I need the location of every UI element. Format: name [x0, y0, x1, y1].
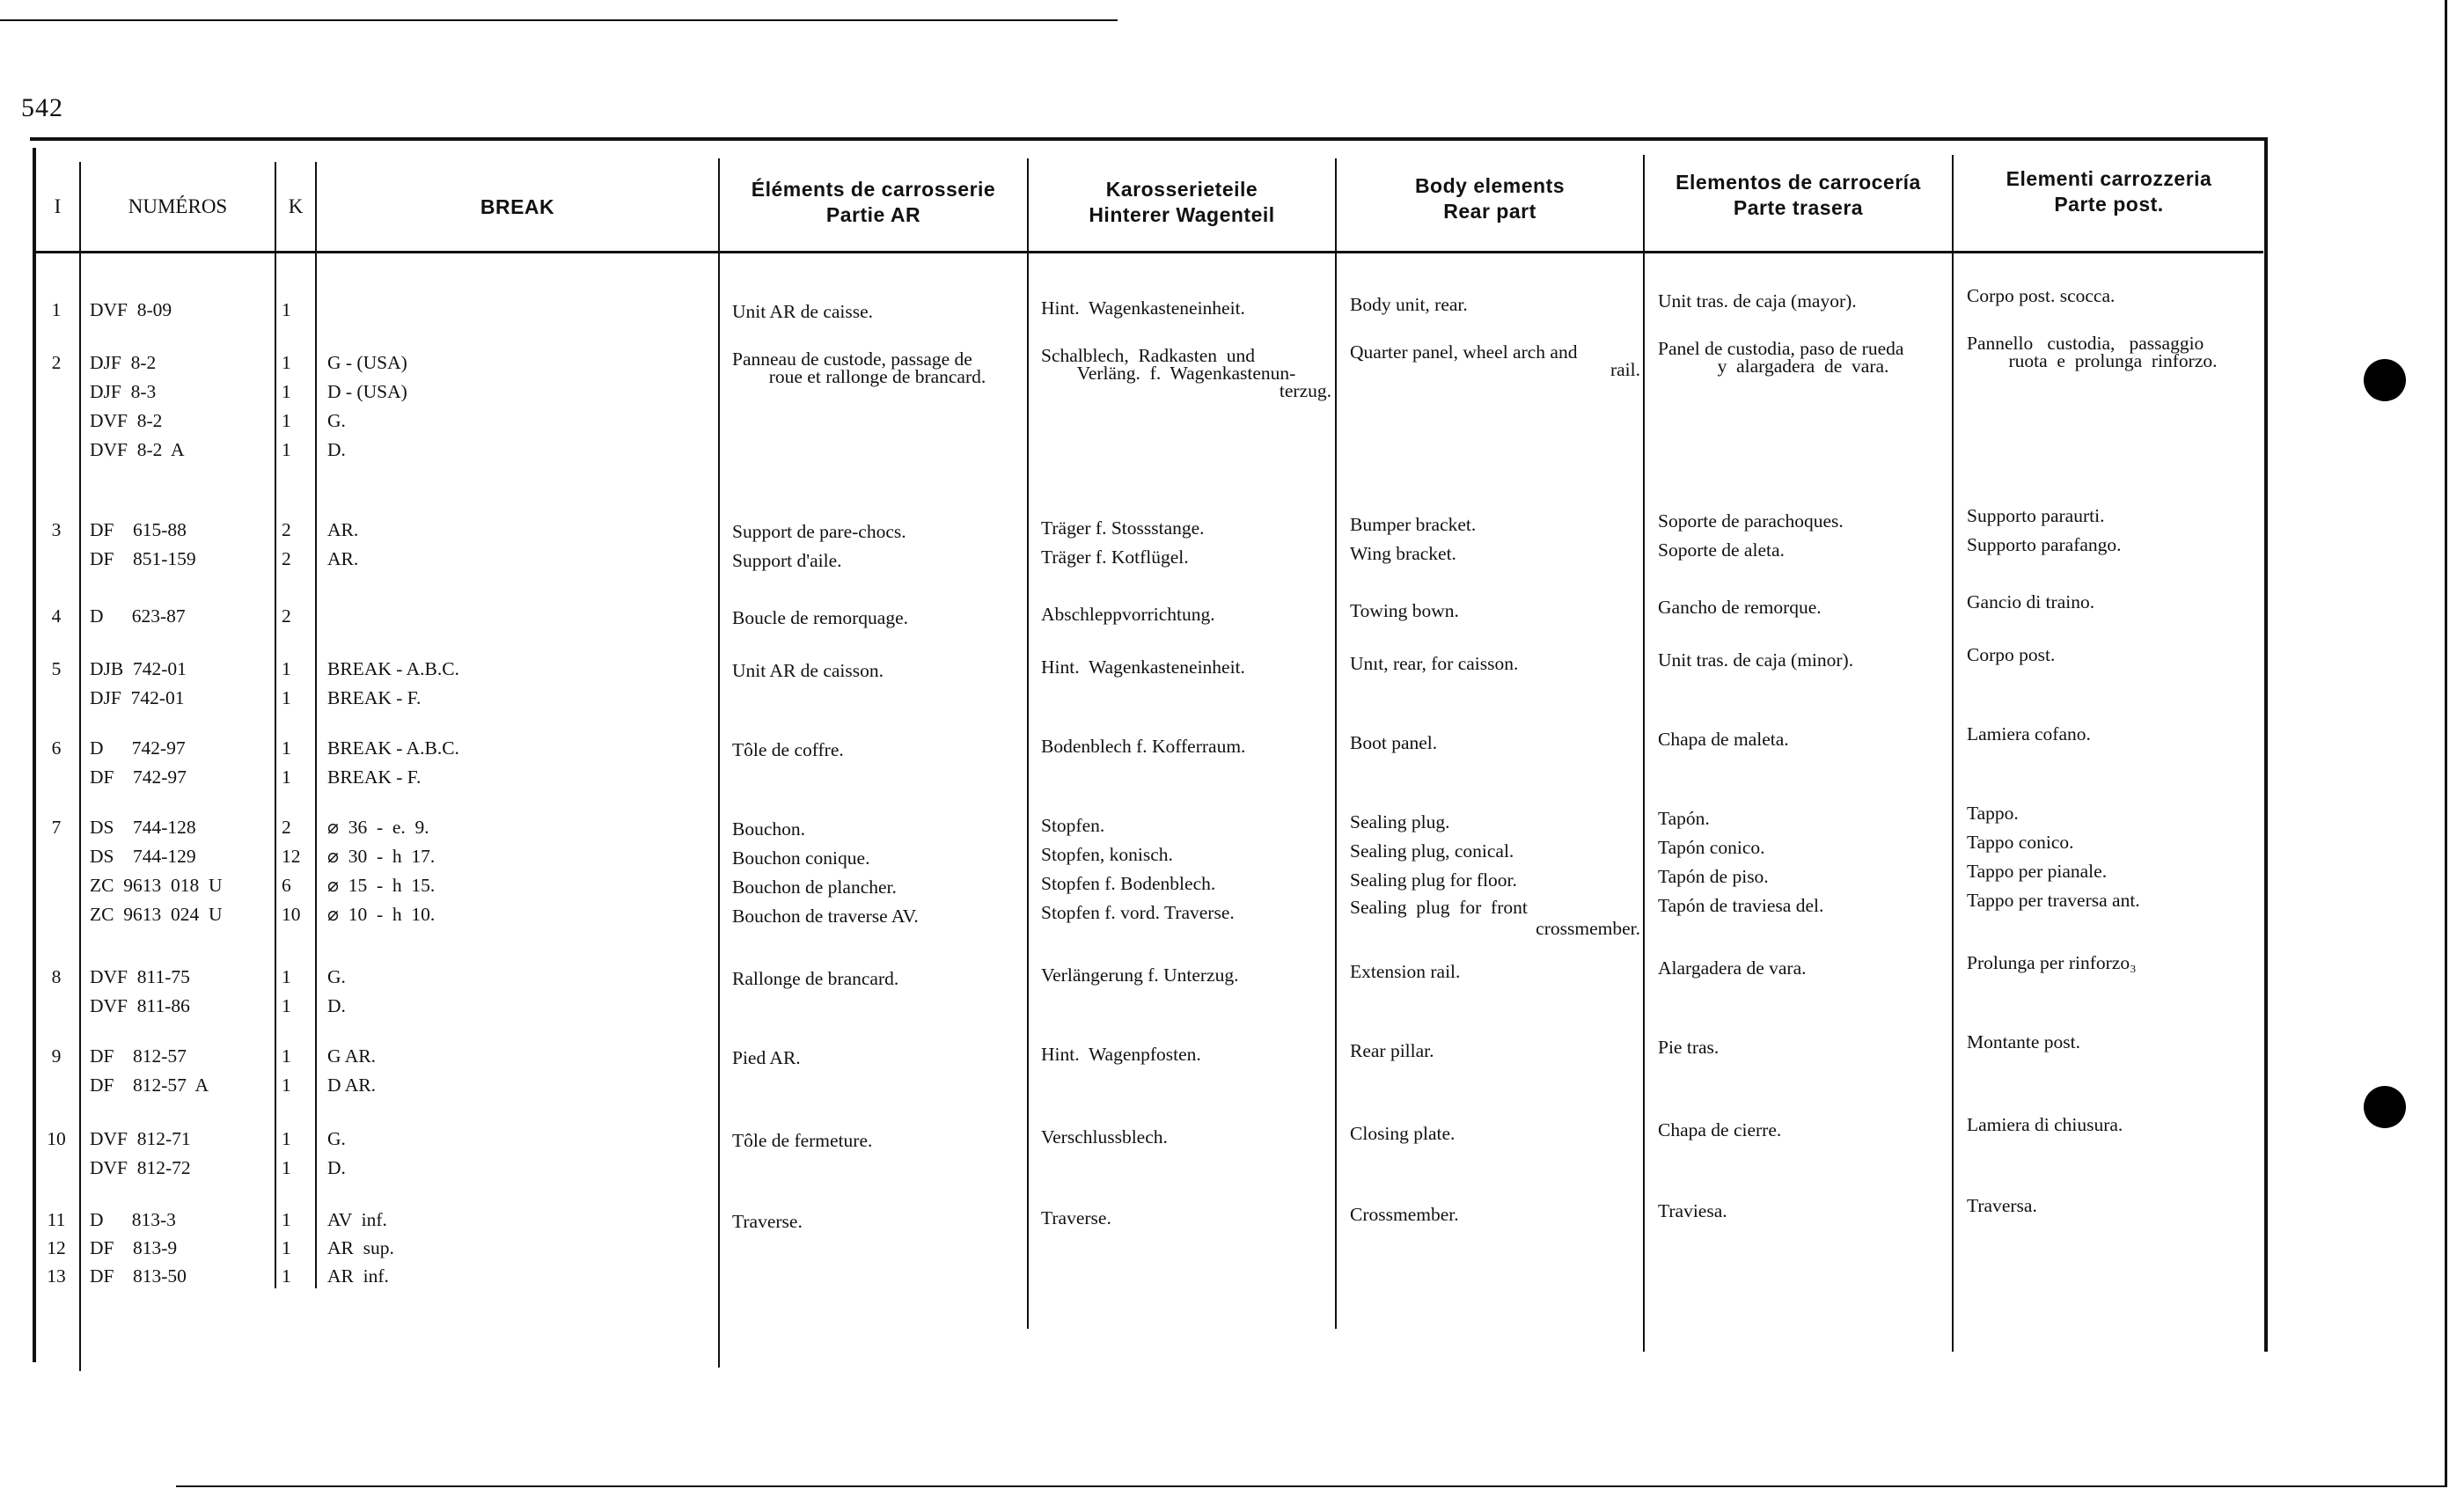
- description-line: Bouchon.: [732, 818, 806, 840]
- description-english: [1350, 957, 1640, 986]
- part-quantity: 1: [282, 1265, 291, 1287]
- break-variant: BREAK - F.: [327, 766, 422, 788]
- description-line: Sealing plug, conical.: [1350, 840, 1514, 862]
- part-number: D 813-3: [90, 1209, 176, 1230]
- description-line: Lamiera di chiusura.: [1967, 1114, 2123, 1135]
- part-number: DF 812-57: [90, 1045, 187, 1067]
- description-line: Sealing plug.: [1350, 811, 1450, 832]
- description-english: [1350, 343, 1640, 378]
- row-number: 10: [47, 1128, 66, 1149]
- description-line: Tapón de traviesa del.: [1658, 895, 1824, 916]
- break-variant: G - (USA): [327, 352, 407, 373]
- description-line: Extension rail.: [1350, 961, 1461, 982]
- row-number: 6: [51, 737, 62, 759]
- part-quantity: 2: [282, 548, 291, 569]
- description-line: Hint. Wagenpfosten.: [1041, 1044, 1201, 1065]
- part-number: DF 813-50: [90, 1265, 187, 1287]
- part-number: DVF 8-2 A: [90, 439, 185, 460]
- col-sep-8: [1952, 155, 1954, 1352]
- break-variant: D - (USA): [327, 381, 407, 402]
- description-line: Rallonge de brancard.: [732, 968, 899, 989]
- col-sep-2: [275, 162, 276, 1288]
- break-variant: G.: [327, 1128, 346, 1149]
- description-italian: [1967, 588, 2259, 617]
- break-variant: D AR.: [327, 1074, 376, 1096]
- description-german: [1041, 811, 1331, 928]
- description-french: [732, 736, 1023, 765]
- part-quantity: 1: [282, 966, 291, 987]
- part-quantity: 6: [282, 875, 291, 896]
- description-german: [1041, 1204, 1331, 1233]
- part-quantity: 1: [282, 995, 291, 1016]
- description-line: Traverse.: [1041, 1207, 1111, 1228]
- description-spanish: [1658, 646, 1948, 675]
- part-number: DS 744-129: [90, 846, 196, 867]
- description-line: Panneau de custode, passage de: [732, 348, 972, 370]
- description-spanish: [1658, 340, 1948, 375]
- part-quantity: 1: [282, 352, 291, 373]
- description-line: Träger f. Stossstange.: [1041, 517, 1205, 539]
- description-line: Rear pillar.: [1350, 1040, 1434, 1061]
- header-english-line1: Body elements: [1414, 174, 1566, 198]
- description-spanish: [1658, 1033, 1948, 1062]
- part-number: ZC 9613 024 U: [90, 904, 223, 925]
- description-line: ruota e prolunga rinforzo.: [2008, 350, 2218, 371]
- header-spanish-line2: Parte trasera: [1733, 196, 1864, 219]
- part-quantity: 1: [282, 1045, 291, 1067]
- description-german: [1041, 732, 1331, 761]
- description-line: Hint. Wagenkasteneinheit.: [1041, 656, 1245, 678]
- description-english: [1350, 290, 1640, 319]
- row-number: 1: [51, 299, 62, 320]
- description-german: [1041, 653, 1331, 682]
- description-spanish: [1658, 954, 1948, 983]
- description-line: Hint. Wagenkasteneinheit.: [1041, 297, 1245, 319]
- description-line: Bouchon conique.: [732, 847, 870, 869]
- description-line: Quarter panel, wheel arch and: [1350, 341, 1578, 363]
- break-variant: AV inf.: [327, 1209, 387, 1230]
- description-line: Closing plate.: [1350, 1123, 1456, 1144]
- description-line: Support d'aile.: [732, 550, 842, 571]
- description-line: Tappo per pianale.: [1967, 861, 2108, 882]
- part-quantity: 1: [282, 1128, 291, 1149]
- break-variant: AR sup.: [327, 1237, 394, 1258]
- row-number: 8: [51, 966, 62, 987]
- header-spanish-line1: Elementos de carrocería: [1676, 171, 1921, 194]
- break-variant: ⌀ 10 - h 10.: [327, 904, 436, 925]
- description-spanish: [1658, 725, 1948, 754]
- description-german: [1041, 961, 1331, 990]
- break-variant: BREAK - A.B.C.: [327, 658, 459, 679]
- description-spanish: [1658, 593, 1948, 622]
- header-french-line1: Éléments de carrosserie: [751, 178, 996, 202]
- part-number: D 623-87: [90, 605, 186, 627]
- description-line: Gancho de remorque.: [1658, 597, 1822, 618]
- header-col-spanish: [1645, 160, 1952, 231]
- description-french: [732, 297, 1023, 326]
- row-number: 13: [47, 1265, 66, 1287]
- part-quantity: 1: [282, 1074, 291, 1096]
- bottom-rule: [176, 1485, 2446, 1487]
- part-number: DJF 742-01: [90, 687, 185, 708]
- description-line: Panel de custodia, paso de rueda: [1658, 338, 1904, 359]
- description-english: [1350, 808, 1640, 937]
- part-number: DJF 8-2: [90, 352, 157, 373]
- description-line: Pannello custodia, passaggio: [1967, 333, 2204, 354]
- description-line: Boucle de remorquage.: [732, 607, 908, 628]
- part-number: DF 742-97: [90, 766, 187, 788]
- description-line: Unit AR de caisse.: [732, 301, 874, 322]
- description-line: Bouchon de traverse AV.: [732, 906, 919, 927]
- header-french-line2: Partie AR: [825, 203, 921, 226]
- description-french: [732, 964, 1023, 994]
- part-number: DF 615-88: [90, 519, 187, 540]
- description-italian: [1967, 334, 2259, 370]
- break-variant: ⌀ 30 - h 17.: [327, 846, 436, 867]
- description-french: [732, 656, 1023, 686]
- description-italian: [1967, 949, 2259, 978]
- part-quantity: 1: [282, 1237, 291, 1258]
- break-variant: AR inf.: [327, 1265, 389, 1287]
- part-number: DF 812-57 A: [90, 1074, 209, 1096]
- description-line: Alargadera de vara.: [1658, 957, 1807, 979]
- description-line: roue et rallonge de brancard.: [768, 366, 986, 387]
- description-line: Corpo post. scocca.: [1967, 285, 2116, 306]
- description-french: [732, 1044, 1023, 1073]
- description-line: Tappo conico.: [1967, 832, 2074, 853]
- part-quantity: 1: [282, 1157, 291, 1178]
- part-quantity: 1: [282, 381, 291, 402]
- description-line: Tôle de coffre.: [732, 739, 844, 760]
- top-rule: [0, 19, 1118, 21]
- description-line: y alargadera de vara.: [1717, 356, 1889, 377]
- row-number: 9: [51, 1045, 62, 1067]
- description-line: crossmember.: [1536, 918, 1640, 939]
- row-number: 4: [51, 605, 62, 627]
- description-german: [1041, 600, 1331, 629]
- header-english-line2: Rear part: [1443, 200, 1536, 223]
- description-line: Tapón.: [1658, 808, 1710, 829]
- description-italian: [1967, 720, 2259, 749]
- description-line: Tapón conico.: [1658, 837, 1765, 858]
- description-french: [732, 1126, 1023, 1155]
- header-german-line1: Karosserieteile: [1105, 178, 1258, 202]
- part-quantity: 1: [282, 658, 291, 679]
- description-line: Tapón de piso.: [1658, 866, 1769, 887]
- part-number: DJB 742-01: [90, 658, 187, 679]
- row-number: 2: [51, 352, 62, 373]
- description-french: [732, 815, 1023, 931]
- part-number: ZC 9613 018 U: [90, 875, 223, 896]
- description-line: Verschlussblech.: [1041, 1126, 1168, 1148]
- binder-hole-lower: [2364, 1086, 2406, 1128]
- part-number: DVF 812-72: [90, 1157, 191, 1178]
- part-number: DVF 811-86: [90, 995, 190, 1016]
- part-quantity: 1: [282, 1209, 291, 1230]
- description-line: Supporto paraurti.: [1967, 505, 2105, 526]
- break-variant: AR.: [327, 519, 359, 540]
- description-line: Pie tras.: [1658, 1037, 1720, 1058]
- break-variant: ⌀ 15 - h 15.: [327, 875, 436, 896]
- description-italian: [1967, 1028, 2259, 1057]
- break-variant: G AR.: [327, 1045, 376, 1067]
- description-spanish: [1658, 804, 1948, 920]
- description-line: Unit AR de caisson.: [732, 660, 884, 681]
- description-line: Stopfen, konisch.: [1041, 844, 1173, 865]
- description-german: [1041, 1123, 1331, 1152]
- break-variant: G.: [327, 966, 346, 987]
- part-quantity: 1: [282, 687, 291, 708]
- part-quantity: 1: [282, 737, 291, 759]
- description-line: Tappo.: [1967, 803, 2019, 824]
- description-line: Prolunga per rinforzo₃: [1967, 952, 2137, 973]
- part-number: DJF 8-3: [90, 381, 157, 402]
- description-line: Body unit, rear.: [1350, 294, 1468, 315]
- header-col-english: [1337, 164, 1643, 234]
- description-spanish: [1658, 507, 1948, 565]
- description-line: Unıt, rear, for caisson.: [1350, 653, 1519, 674]
- description-italian: [1967, 799, 2259, 915]
- description-line: Tappo per traversa ant.: [1967, 890, 2140, 911]
- header-col-italian: [1954, 157, 2264, 227]
- table-right-border: [2264, 137, 2268, 1352]
- header-col-break: BREAK: [480, 194, 555, 218]
- description-line: Träger f. Kotflügel.: [1041, 546, 1189, 568]
- binder-hole-upper: [2364, 359, 2406, 401]
- description-line: Stopfen f. Bodenblech.: [1041, 873, 1216, 894]
- description-line: Stopfen.: [1041, 815, 1105, 836]
- description-line: Verlängerung f. Unterzug.: [1041, 964, 1239, 986]
- part-quantity: 10: [282, 904, 301, 925]
- description-italian: [1967, 282, 2259, 311]
- description-line: Supporto parafango.: [1967, 534, 2122, 555]
- description-line: Crossmember.: [1350, 1204, 1459, 1225]
- description-line: Sealing plug for floor.: [1350, 869, 1517, 891]
- description-french: [732, 1207, 1023, 1236]
- table-top-border: [30, 137, 2267, 141]
- part-quantity: 12: [282, 846, 301, 867]
- part-quantity: 1: [282, 766, 291, 788]
- description-italian: [1967, 1111, 2259, 1140]
- header-col-french: [720, 167, 1027, 238]
- row-number: 3: [51, 519, 62, 540]
- description-german: [1041, 294, 1331, 323]
- col-sep-7: [1643, 155, 1645, 1352]
- description-line: Towing bown.: [1350, 600, 1459, 621]
- description-line: Traviesa.: [1658, 1200, 1727, 1221]
- description-line: Soporte de parachoques.: [1658, 510, 1844, 532]
- part-quantity: 2: [282, 519, 291, 540]
- part-number: DS 744-128: [90, 817, 196, 838]
- break-variant: ⌀ 36 - e. 9.: [327, 817, 429, 838]
- col-sep-1: [79, 162, 81, 1371]
- description-line: rail.: [1610, 359, 1640, 380]
- description-english: [1350, 1119, 1640, 1148]
- break-variant: D.: [327, 439, 346, 460]
- description-line: Sealing plug for front: [1350, 897, 1528, 918]
- description-line: Soporte de aleta.: [1658, 539, 1785, 561]
- col-sep-6: [1335, 158, 1337, 1329]
- description-english: [1350, 649, 1640, 678]
- part-number: DVF 8-09: [90, 299, 172, 320]
- part-number: DF 813-9: [90, 1237, 178, 1258]
- description-english: [1350, 1037, 1640, 1066]
- row-number: 12: [47, 1237, 66, 1258]
- description-line: Bodenblech f. Kofferraum.: [1041, 736, 1246, 757]
- description-line: Traverse.: [732, 1211, 803, 1232]
- description-italian: [1967, 502, 2259, 560]
- header-col-k: K: [288, 194, 304, 217]
- description-line: Montante post.: [1967, 1031, 2080, 1052]
- description-line: Schalblech, Radkasten und: [1041, 345, 1256, 366]
- description-english: [1350, 510, 1640, 568]
- header-col-german: [1029, 167, 1335, 238]
- description-line: Pied AR.: [732, 1047, 801, 1068]
- description-line: Unit tras. de caja (mayor).: [1658, 290, 1857, 312]
- description-line: Wing bracket.: [1350, 543, 1456, 564]
- break-variant: D.: [327, 995, 346, 1016]
- break-variant: BREAK - A.B.C.: [327, 737, 459, 759]
- part-quantity: 1: [282, 410, 291, 431]
- part-number: DVF 812-71: [90, 1128, 191, 1149]
- description-line: Bouchon de plancher.: [732, 876, 897, 898]
- part-number: DVF 8-2: [90, 410, 163, 431]
- part-number: D 742-97: [90, 737, 186, 759]
- description-line: Bumper bracket.: [1350, 514, 1477, 535]
- description-english: [1350, 729, 1640, 758]
- row-number: 5: [51, 658, 62, 679]
- description-english: [1350, 1200, 1640, 1229]
- header-german-line2: Hinterer Wagenteil: [1089, 203, 1275, 226]
- description-french: [732, 350, 1023, 385]
- description-line: Abschleppvorrichtung.: [1041, 604, 1215, 625]
- break-variant: AR.: [327, 548, 359, 569]
- part-number: DVF 811-75: [90, 966, 190, 987]
- part-quantity: 1: [282, 439, 291, 460]
- description-line: Tôle de fermeture.: [732, 1130, 873, 1151]
- header-bottom-rule: [35, 251, 2263, 253]
- break-variant: BREAK - F.: [327, 687, 422, 708]
- description-german: [1041, 514, 1331, 572]
- description-line: Boot panel.: [1350, 732, 1438, 753]
- break-variant: G.: [327, 410, 346, 431]
- description-line: Traversa.: [1967, 1195, 2037, 1216]
- part-number: DF 851-159: [90, 548, 196, 569]
- description-french: [732, 604, 1023, 633]
- col-sep-3: [315, 162, 317, 1288]
- description-spanish: [1658, 287, 1948, 316]
- header-italian-line1: Elementi carrozzeria: [2006, 167, 2212, 191]
- part-quantity: 2: [282, 817, 291, 838]
- description-german: [1041, 1040, 1331, 1069]
- right-edge-rule: [2445, 0, 2447, 1487]
- description-italian: [1967, 1192, 2259, 1221]
- row-number: 7: [51, 817, 62, 838]
- part-quantity: 2: [282, 605, 291, 627]
- header-col-index: I: [54, 194, 62, 217]
- description-line: Chapa de cierre.: [1658, 1119, 1782, 1140]
- col-sep-4: [718, 158, 720, 1368]
- description-line: Stopfen f. vord. Traverse.: [1041, 902, 1235, 923]
- header-italian-line2: Parte post.: [2054, 193, 2164, 216]
- description-line: Verläng. f. Wagenkastenun-: [1076, 363, 1296, 384]
- part-quantity: 1: [282, 299, 291, 320]
- page-number: 542: [21, 93, 63, 122]
- header-col-numeros: NUMÉROS: [128, 194, 228, 217]
- break-variant: D.: [327, 1157, 346, 1178]
- description-spanish: [1658, 1116, 1948, 1145]
- description-line: terzug.: [1279, 380, 1331, 401]
- row-number: 11: [47, 1209, 66, 1230]
- description-line: Lamiera cofano.: [1967, 723, 2091, 744]
- description-line: Unit tras. de caja (minor).: [1658, 649, 1854, 671]
- description-spanish: [1658, 1197, 1948, 1226]
- description-italian: [1967, 641, 2259, 670]
- description-line: Corpo post.: [1967, 644, 2056, 665]
- description-german: [1041, 347, 1331, 400]
- description-line: Chapa de maleta.: [1658, 729, 1789, 750]
- description-french: [732, 517, 1023, 576]
- description-line: Gancio di traino.: [1967, 591, 2095, 612]
- description-line: Support de pare-chocs.: [732, 521, 906, 542]
- description-english: [1350, 597, 1640, 626]
- col-sep-5: [1027, 158, 1029, 1329]
